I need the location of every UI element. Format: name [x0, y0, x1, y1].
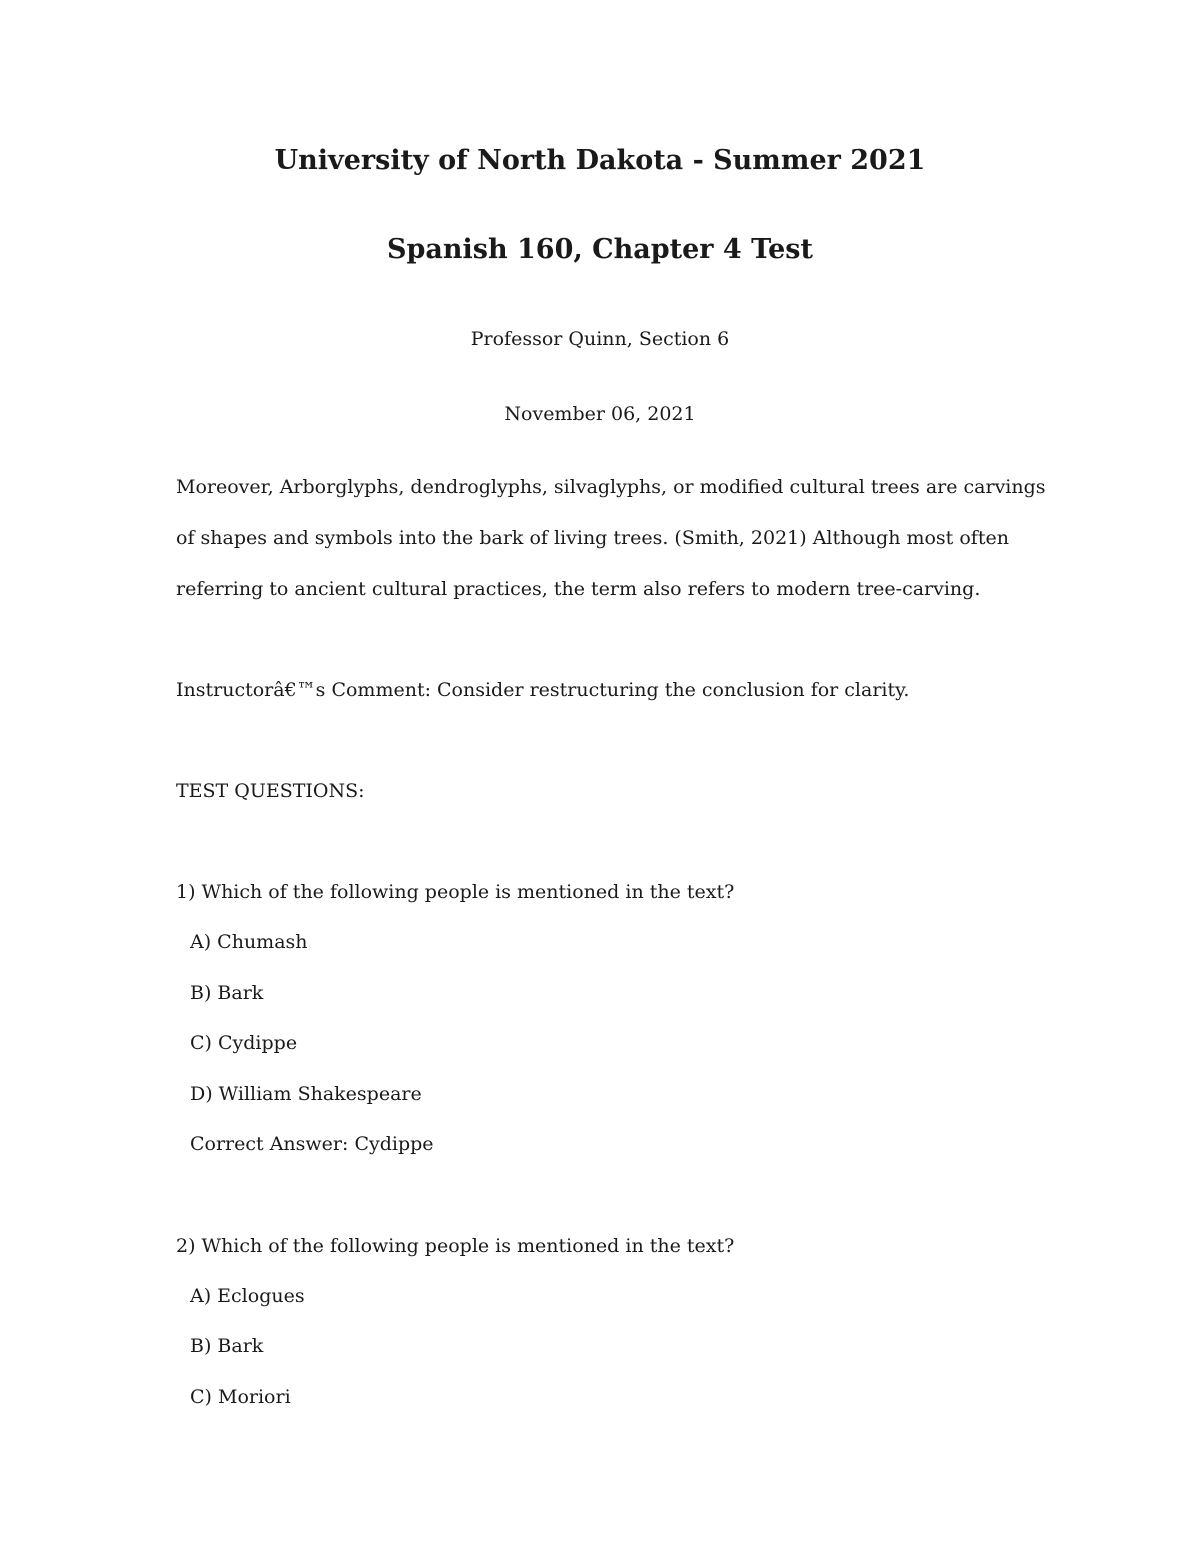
questions-heading: TEST QUESTIONS:	[176, 780, 365, 802]
answer-option: A) Eclogues	[190, 1285, 305, 1307]
passage-line-2: of shapes and symbols into the bark of living trees. (Smith, 2021) Although most often	[176, 527, 1009, 549]
question-prompt: 1) Which of the following people is mentioned in the text?	[176, 881, 735, 903]
answer-option: C) Moriori	[190, 1386, 291, 1408]
answer-option: C) Cydippe	[190, 1032, 298, 1054]
answer-option: B) Bark	[190, 1335, 264, 1357]
instructor-comment: Instructorâ€™s Comment: Consider restructuring the conclusion for clarity.	[176, 679, 910, 701]
passage-line-1: Moreover, Arborglyphs, dendroglyphs, silvaglyphs, or modified cultural trees are carvings	[176, 476, 1046, 498]
date-line: November 06, 2021	[504, 403, 696, 425]
professor-line: Professor Quinn, Section 6	[470, 328, 730, 350]
university-title: University of North Dakota - Summer 2021	[274, 145, 926, 176]
correct-answer: Correct Answer: Cydippe	[190, 1133, 434, 1155]
answer-option: B) Bark	[190, 982, 264, 1004]
question-prompt: 2) Which of the following people is mentioned in the text?	[176, 1235, 735, 1257]
course-title: Spanish 160, Chapter 4 Test	[387, 234, 813, 265]
answer-option: D) William Shakespeare	[190, 1083, 422, 1105]
answer-option: A) Chumash	[190, 931, 308, 953]
passage-line-3: referring to ancient cultural practices, the term also refers to modern tree-carving.	[176, 578, 981, 600]
